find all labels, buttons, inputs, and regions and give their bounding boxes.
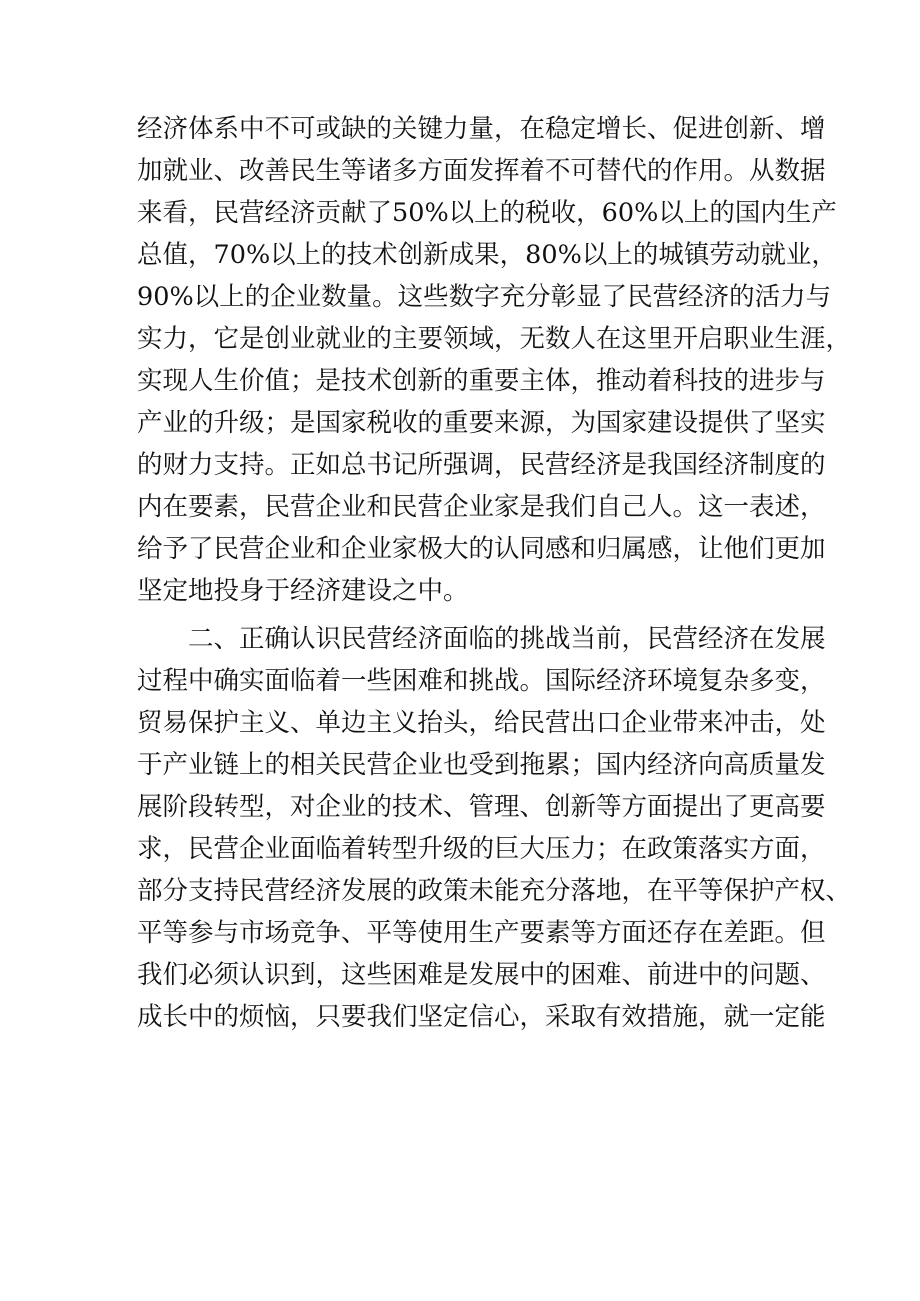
text-line: 展阶段转型，对企业的技术、管理、创新等方面提出了更高要: [137, 792, 826, 822]
text-line: 成长中的烦恼，只要我们坚定信心，采取有效措施，就一定能: [137, 1002, 826, 1032]
paragraph-challenges-section: [137, 618, 852, 1038]
text-line: 部分支持民营经济发展的政策未能充分落地，在平等保护产权、: [137, 876, 852, 906]
text-line: 产业的升级；是国家税收的重要来源，为国家建设提供了坚实: [137, 408, 826, 438]
text-line: 给予了民营企业和企业家极大的认同感和归属感，让他们更加: [137, 534, 826, 564]
text-line: 过程中确实面临着一些困难和挑战。国际经济环境复杂多变，: [137, 666, 826, 696]
text-line: 经济体系中不可或缺的关键力量，在稳定增长、促进创新、增: [137, 114, 826, 144]
text-line: 贸易保护主义、单边主义抬头，给民营出口企业带来冲击，处: [137, 708, 826, 738]
text-line: 求，民营企业面临着转型升级的巨大压力；在政策落实方面，: [137, 834, 826, 864]
text-line: 坚定地投身于经济建设之中。: [137, 576, 469, 606]
text-line: 90%以上的企业数量。这些数字充分彰显了民营经济的活力与: [137, 282, 832, 312]
section-heading-line: 二、正确认识民营经济面临的挑战当前，民营经济在发展: [188, 624, 826, 654]
text-line: 实力，它是创业就业的主要领域，无数人在这里开启职业生涯，: [137, 324, 852, 354]
text-line: 来看，民营经济贡献了50%以上的税收，60%以上的国内生产: [137, 198, 837, 228]
text-line: 我们必须认识到，这些困难是发展中的困难、前进中的问题、: [137, 960, 826, 990]
paragraph-role-of-private-economy: [137, 108, 852, 612]
text-line: 总值，70%以上的技术创新成果，80%以上的城镇劳动就业，: [137, 240, 837, 270]
text-line: 平等参与市场竞争、平等使用生产要素等方面还存在差距。但: [137, 918, 826, 948]
text-line: 实现人生价值；是技术创新的重要主体，推动着科技的进步与: [137, 366, 826, 396]
body-text: [137, 108, 852, 1038]
text-line: 加就业、改善民生等诸多方面发挥着不可替代的作用。从数据: [137, 156, 826, 186]
text-line: 的财力支持。正如总书记所强调，民营经济是我国经济制度的: [137, 450, 826, 480]
text-line: 内在要素，民营企业和民营企业家是我们自己人。这一表述，: [137, 492, 826, 522]
text-line: 于产业链上的相关民营企业也受到拖累；国内经济向高质量发: [137, 750, 826, 780]
